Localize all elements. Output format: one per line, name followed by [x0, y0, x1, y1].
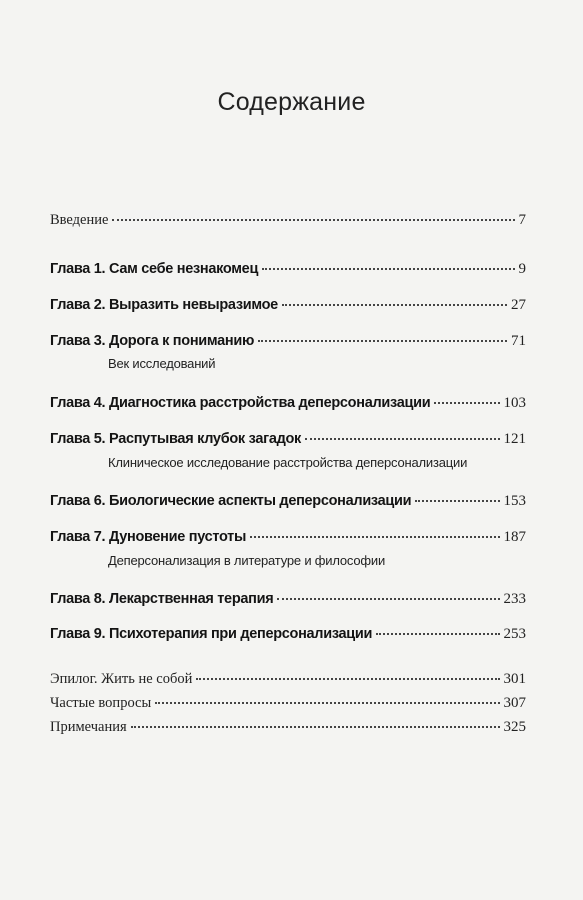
toc-entry-label: Глава 7. Дуновение пустоты: [50, 529, 247, 545]
dot-leader: [250, 536, 499, 538]
toc-chapter-subtitle: Век исследований: [108, 356, 216, 371]
toc-page-number: 103: [503, 395, 526, 411]
toc-entry-chapter-8[interactable]: [50, 591, 526, 608]
dot-leader: [282, 304, 507, 306]
toc-entry-label: Глава 1. Сам себе незнакомец: [50, 261, 259, 277]
toc-page-number: 121: [503, 431, 526, 447]
toc-entry-chapter-3[interactable]: [50, 333, 526, 350]
toc-page-number: 7: [518, 212, 526, 228]
dot-leader: [258, 340, 507, 342]
dot-leader: [196, 678, 499, 680]
toc-entry-label: Примечания: [50, 719, 127, 735]
dot-leader: [155, 702, 499, 704]
toc-entry-chapter-9[interactable]: [50, 626, 526, 643]
toc-entry-label: Глава 6. Биологические аспекты деперсонализации: [50, 493, 412, 509]
toc-entry-chapter-6[interactable]: [50, 493, 526, 510]
toc-entry-label: Глава 2. Выразить невыразимое: [50, 297, 278, 313]
dot-leader: [277, 598, 499, 600]
toc-chapter-subtitle: Деперсонализация в литературе и философии: [108, 553, 386, 568]
toc-page-number: 325: [503, 719, 526, 735]
toc-entry-introduction[interactable]: [50, 212, 526, 229]
dot-leader: [305, 438, 500, 440]
toc-entry-faq[interactable]: [50, 695, 526, 712]
toc-page-number: 233: [503, 591, 526, 607]
toc-entry-chapter-7[interactable]: [50, 529, 526, 546]
toc-entry-label: Глава 5. Распутывая клубок загадок: [50, 431, 301, 447]
toc-entry-label: Глава 4. Диагностика расстройства деперсонализации: [50, 395, 431, 411]
toc-entry-label: Частые вопросы: [50, 695, 152, 711]
dot-leader: [112, 219, 514, 221]
toc-page-number: 153: [503, 493, 526, 509]
dot-leader: [131, 726, 500, 728]
dot-leader: [415, 500, 499, 502]
toc-entry-epilogue[interactable]: [50, 671, 526, 688]
toc-entry-chapter-2[interactable]: [50, 297, 526, 314]
toc-page-number: 71: [511, 333, 526, 349]
toc-page-number: 187: [503, 529, 526, 545]
dot-leader: [262, 268, 514, 270]
toc-entry-notes[interactable]: [50, 719, 526, 736]
toc-entry-label: Эпилог. Жить не собой: [50, 671, 193, 687]
toc-entry-chapter-4[interactable]: [50, 395, 526, 412]
dot-leader: [376, 633, 499, 635]
toc-entry-chapter-5[interactable]: [50, 431, 526, 448]
toc-chapter-subtitle: Клиническое исследование расстройства деперсонализации: [108, 455, 468, 470]
toc-entry-label: Введение: [50, 212, 109, 228]
toc-entry-label: Глава 3. Дорога к пониманию: [50, 333, 255, 349]
toc-entry-chapter-1[interactable]: [50, 261, 526, 278]
toc-page-number: 253: [503, 626, 526, 642]
toc-page-number: 27: [511, 297, 526, 313]
toc-page-number: 9: [518, 261, 526, 277]
toc-page-number: 307: [503, 695, 526, 711]
page-title: Содержание: [217, 88, 366, 116]
toc-entry-label: Глава 8. Лекарственная терапия: [50, 591, 274, 607]
dot-leader: [434, 402, 499, 404]
toc-page-number: 301: [503, 671, 526, 687]
toc-entry-label: Глава 9. Психотерапия при деперсонализации: [50, 626, 373, 642]
